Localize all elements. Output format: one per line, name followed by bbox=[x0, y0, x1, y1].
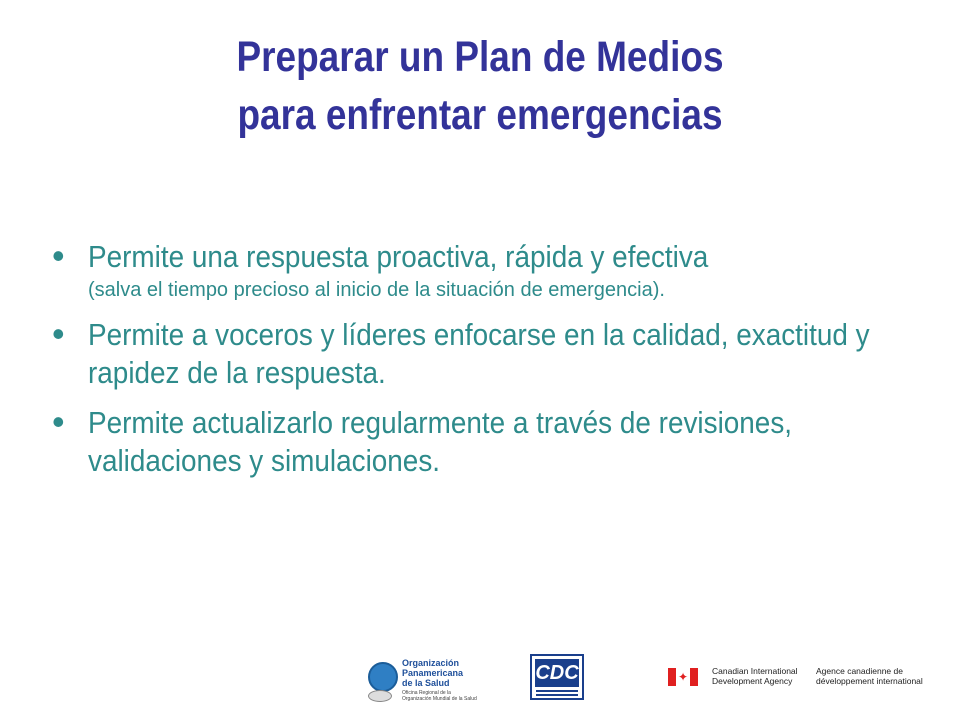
paho-name-line: Panamericana bbox=[402, 668, 464, 678]
cdc-logo bbox=[530, 654, 584, 700]
paho-tagline-line: Oficina Regional de la bbox=[402, 690, 451, 696]
cida-en-line: Development Agency bbox=[712, 676, 793, 686]
bullet-text: Permite a voceros y líderes enfocarse en la calidad, exactitud y rapidez de la respuesta. bbox=[88, 317, 870, 390]
globe-icon bbox=[368, 662, 398, 692]
bullet-dot: • bbox=[52, 313, 65, 354]
paho-tagline-line: Organización Mundial de la Salud bbox=[402, 696, 477, 702]
bullet-item bbox=[52, 401, 952, 480]
cida-english bbox=[712, 666, 798, 686]
bullet-item bbox=[52, 313, 952, 392]
cida-fr-line: Agence canadienne de bbox=[816, 666, 903, 676]
paho-name-line: de la Salud bbox=[402, 678, 450, 688]
slide-title-line-2: para enfrentar emergencias bbox=[237, 91, 723, 139]
cida-french bbox=[816, 666, 923, 686]
paho-tagline bbox=[402, 690, 477, 702]
cida-en-line: Canadian International bbox=[712, 666, 798, 676]
cida-fr-line: développement international bbox=[816, 676, 923, 686]
canada-flag-icon: ✦ bbox=[668, 668, 698, 686]
bullet-dot: • bbox=[52, 235, 65, 276]
bullet-item bbox=[52, 235, 952, 304]
footer-logos bbox=[0, 650, 960, 710]
who-emblem-icon bbox=[368, 690, 392, 702]
paho-name-line: Organización bbox=[402, 658, 460, 668]
bullet-list bbox=[52, 235, 952, 492]
cdc-stripes bbox=[536, 690, 578, 692]
bullet-dot: • bbox=[52, 401, 65, 442]
cida-logo bbox=[668, 666, 923, 690]
cdc-mark: CDC bbox=[535, 659, 579, 687]
bullet-text: Permite actualizarlo regularmente a través de revisiones, validaciones y simulaciones. bbox=[88, 405, 793, 478]
paho-name bbox=[402, 658, 463, 688]
slide-title bbox=[67, 28, 893, 144]
bullet-text: Permite una respuesta proactiva, rápida y efectiva bbox=[88, 239, 709, 274]
slide-title-line-1: Preparar un Plan de Medios bbox=[236, 33, 724, 81]
paho-logo bbox=[368, 656, 480, 702]
bullet-subtext: (salva el tiempo precioso al inicio de la situación de emergencia). bbox=[88, 279, 665, 301]
